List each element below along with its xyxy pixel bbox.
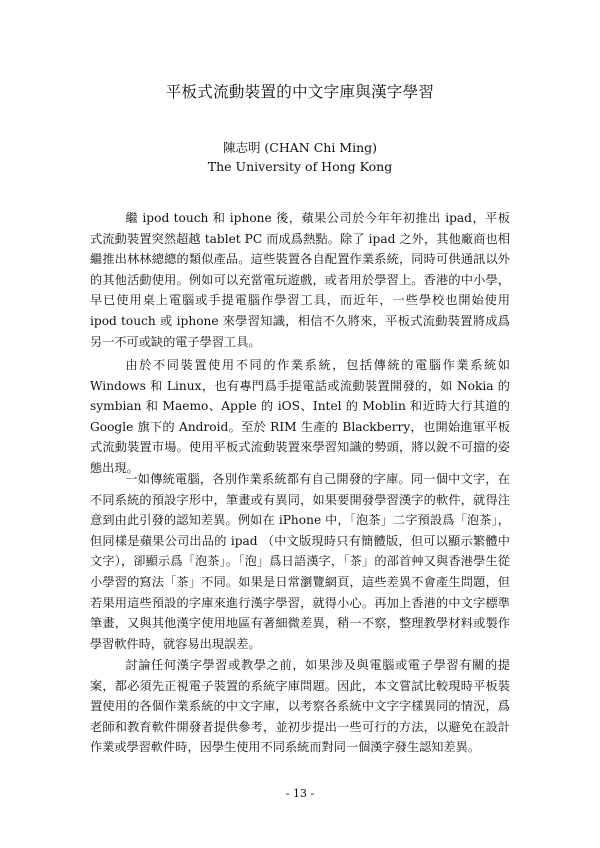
body-paragraph-3 — [90, 469, 510, 654]
paper-title: 平板式流動裝置的中文字庫與漢字學習 — [165, 83, 435, 101]
paragraph-text: 由於不同裝置使用不同的作業系統，包括傳統的電腦作業系統如 Windows 和 Linux，也有專門爲手提電話或流動裝置開發的，如 Nokia 的 symbian 和 Maemo、Apple 的 iOS、Intel 的 Moblin 和近時大行其道的 Google 旗下的 Android。至於 RIM 生產的 Blackberry，也開始進軍平板式流動裝置市場。使用平板式流動裝置來學習知識的勢頭，將以銳不可擋的姿態出現。 — [90, 358, 510, 475]
author-name: 陳志明 (CHAN Chi Ming) — [222, 140, 378, 155]
body-paragraph-1 — [90, 208, 510, 352]
body-paragraph-4 — [90, 655, 510, 758]
paragraph-text: 一如傳統電腦，各別作業系統都有自己開發的字庫。同一個中文字，在不同系統的預設字形中，筆畫或有異同，如果要開發學習漢字的軟件，就得注意到由此引發的認知差異。例如在 iPhone 中，「泡茶」二字預設爲「泡茶」，但同樣是蘋果公司出品的 ipad （中文版現時只有簡體版，但可以顯示繁體中文字），卻顯示爲「泡茶」。「泡」爲日語漢字，「茶」的部首艸又與香港學生從小學習的寫法「茶」不同。如果是日常瀏覽網頁，這些差異不會產生問題，但若果用這些預設的字庫來進行漢字學習，就得小心。再加上香港的中文字標準筆畫，又與其他漢字使用地區有著細微差異，稍一不察，整理教學材料或製作學習軟件時，就容易出現誤差。 — [90, 472, 510, 651]
paragraph-text: 繼 ipod touch 和 iphone 後，蘋果公司於今年年初推出 ipad，平板式流動裝置突然超越 tablet PC 而成爲熱點。除了 ipad 之外，其他廠商也相繼推出林林總總的類似產品。這些裝置各自配置作業系統，同時可供通訊以外的其他活動使用。例如可以充當電玩遊戲，或者用於學習上。香港的中小學，早已使用桌上電腦或手提電腦作學習工具，而近年，一些學校也開始使用 ipod touch 或 iphone 來學習知識，相信不久將來，平板式流動裝置將成爲另一不可或缺的電子學習工具。 — [90, 211, 510, 349]
paragraph-text: 討論任何漢字學習或教學之前，如果涉及與電腦或電子學習有關的提案，都必須先正視電子裝置的系統字庫問題。因此，本文嘗試比較現時平板裝置使用的各個作業系統的中文字庫，以考察各系統中文字字樣異同的情況，爲老師和教育軟件開發者提供參考，並初步提出一些可行的方法，以避免在設計作業或學習軟件時，因學生使用不同系統而對同一個漢字發生認知差異。 — [90, 658, 510, 755]
body-paragraph-2 — [90, 355, 510, 479]
author-affiliation: The University of Hong Kong — [207, 159, 393, 174]
author-block — [0, 138, 600, 176]
page-number: - 13 - — [285, 787, 315, 800]
